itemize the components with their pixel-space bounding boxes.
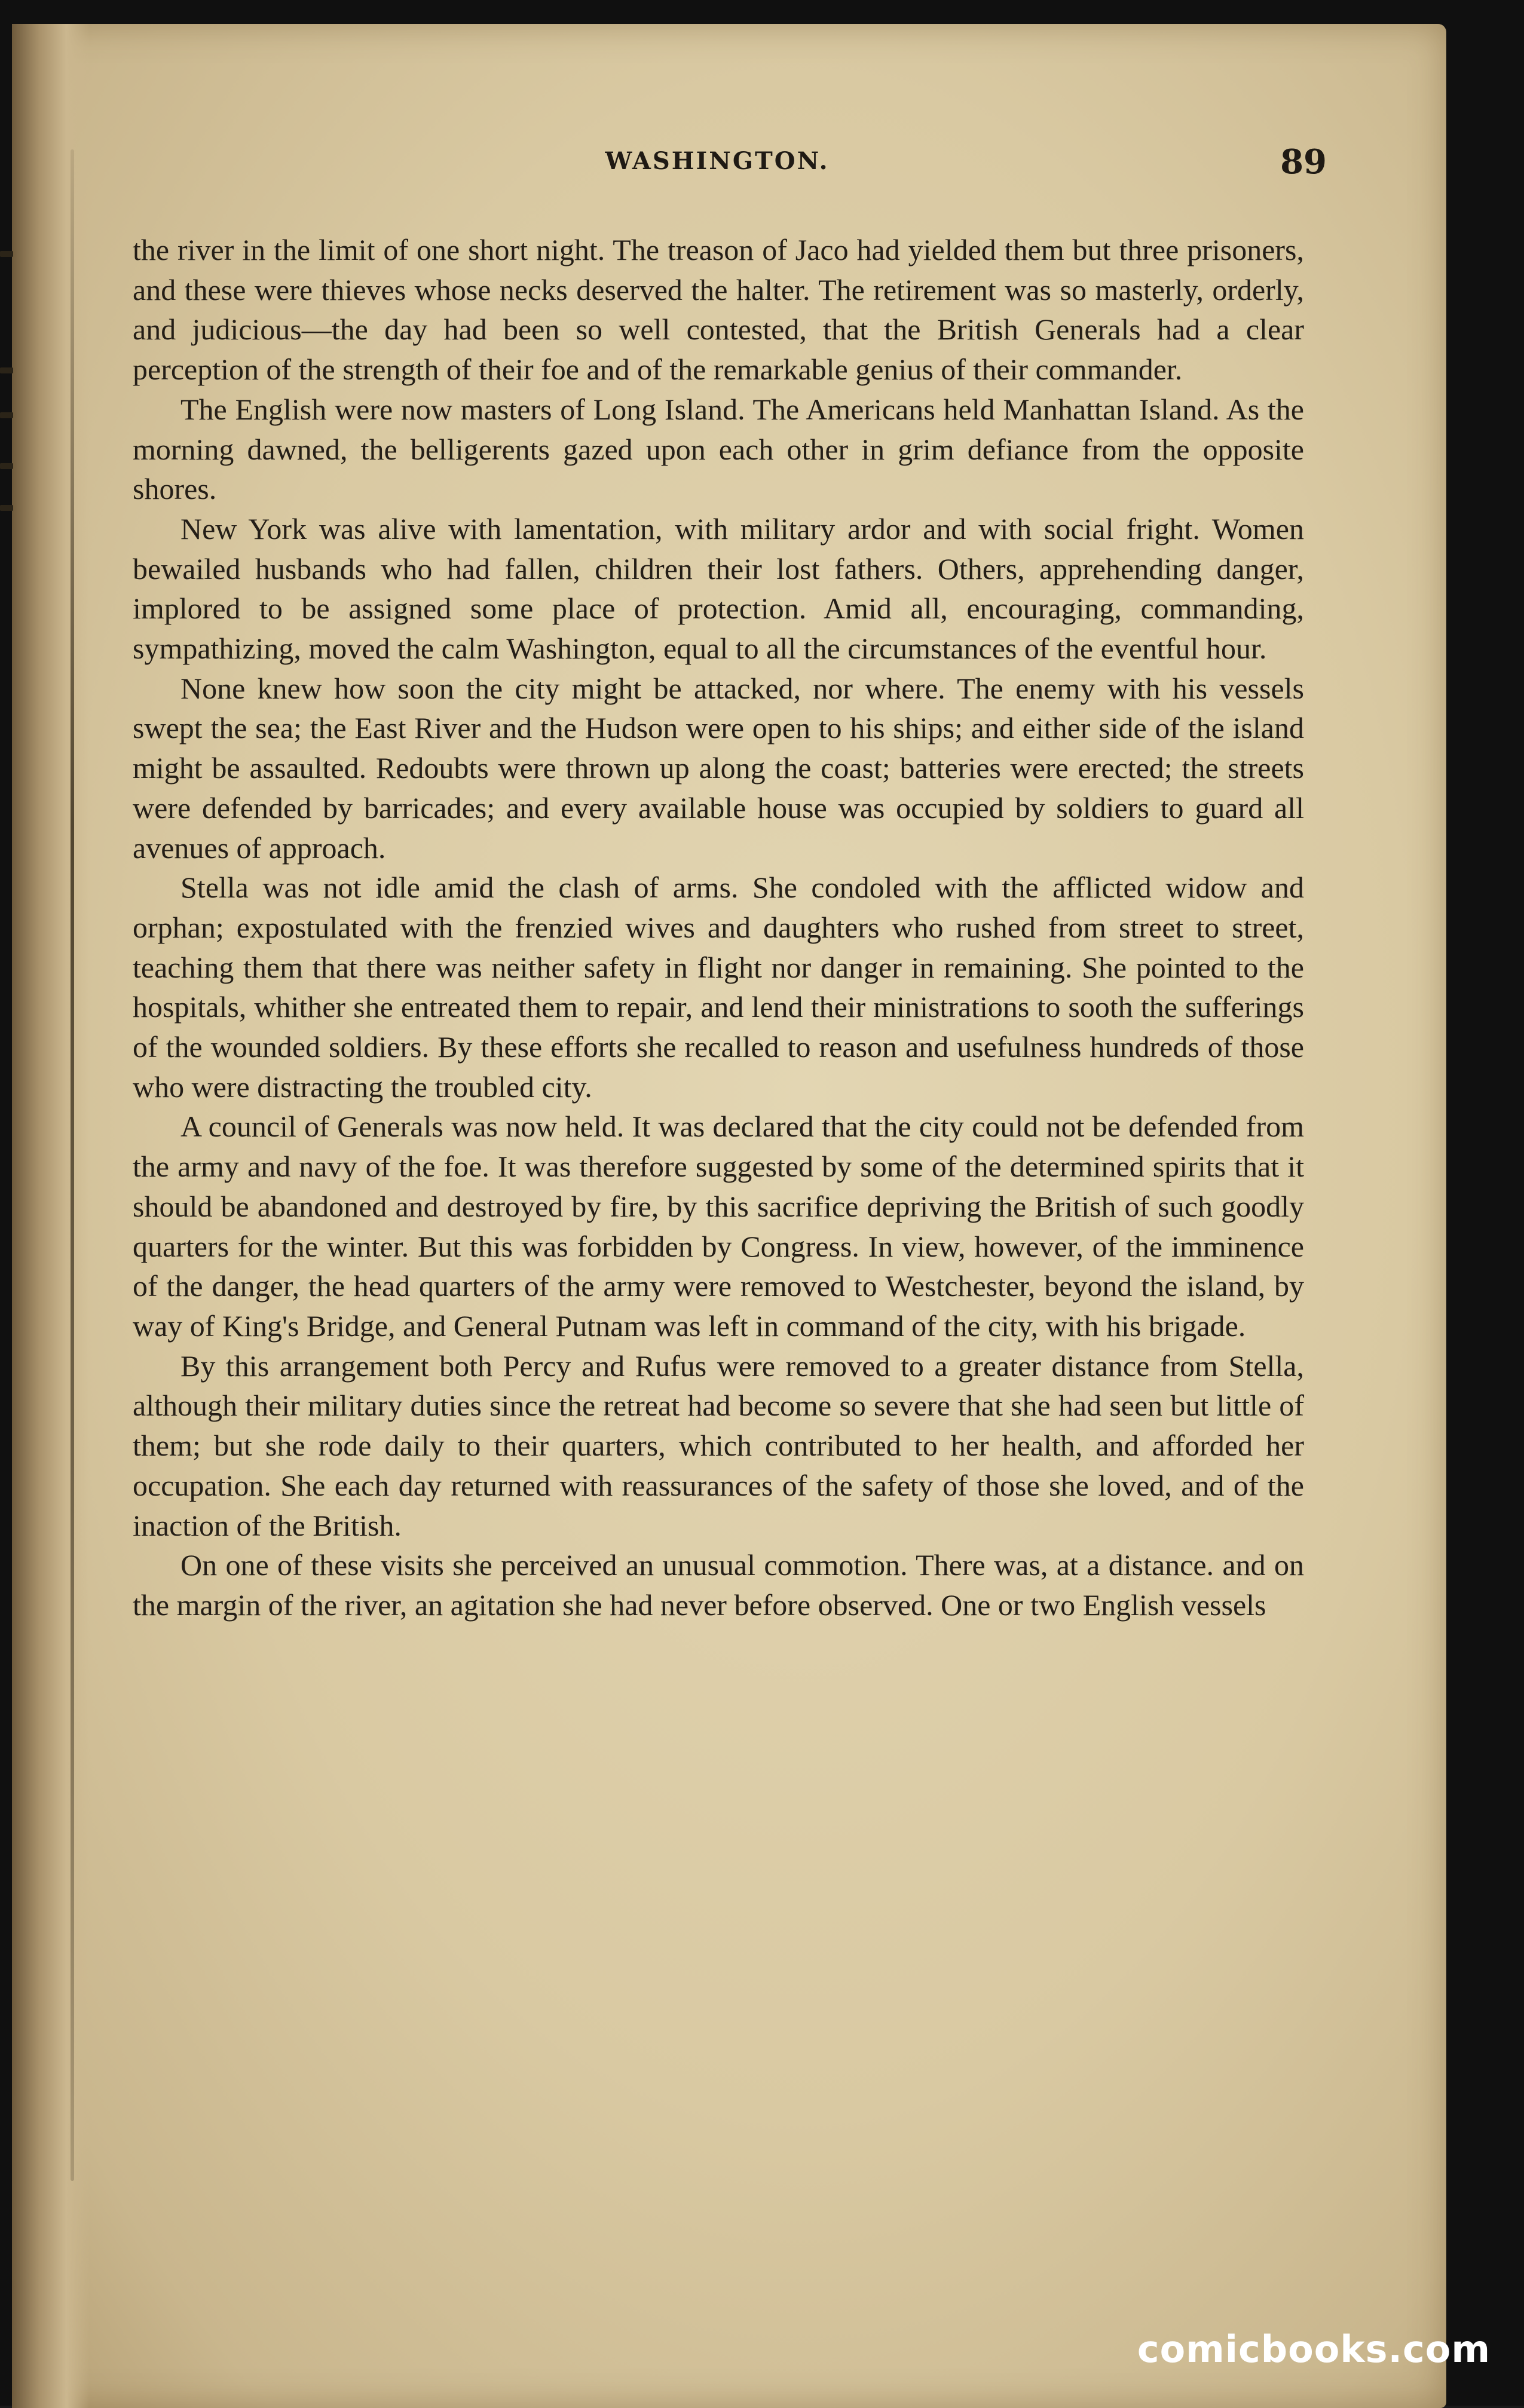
paragraph: New York was alive with lamentation, with military ardor and with social fright. Women bewailed husbands who had fallen, children their lost fathers. Others, apprehending danger, implored to be assigned some place of protection. Amid all, encouraging, commanding, sympathizing, moved the calm Washington, equal to all the circumstances of the eventful hour. xyxy=(133,511,1304,666)
spine-crease xyxy=(71,149,74,2181)
body-text xyxy=(133,230,1304,1625)
paragraph: None knew how soon the city might be attacked, nor where. The enemy with his vessels swept the sea; the East River and the Hudson were open to his ships; and either side of the island might be assaulted. Redoubts were thrown up along the coast; batteries were erected; the streets were defended by barricades; and every available house was occupied by soldiers to guard all avenues of approach. xyxy=(133,671,1304,865)
paragraph: By this arrangement both Percy and Rufus were removed to a greater distance from Stella, although their military duties since the retreat had become so severe that she had seen but little of them; but she rode daily to their quarters, which contributed to her health, and afforded her occupation. She each day returned with reassurances of the safety of those she loved, and of the inaction of the British. xyxy=(133,1349,1304,1542)
paragraph: A council of Generals was now held. It was declared that the city could not be defended from the army and navy of the foe. It was therefore suggested by some of the determined spirits that it should be abandoned and destroyed by fire, by this sacrifice depriving the British of such goodly quarters for the winter. But this was forbidden by Congress. In view, however, of the imminence of the danger, the head quarters of the army were removed to Westchester, beyond the island, by way of King's Bridge, and General Putnam was left in command of the city, with his brigade. xyxy=(133,1110,1304,1343)
running-title: WASHINGTON. xyxy=(605,147,830,175)
paragraph: the river in the limit of one short night. The treason of Jaco had yielded them but three prisoners, and these were thieves whose necks deserved the halter. The retirement was so masterly, orderly, and judicious—the day had been so well contested, that the British Generals had a clear perception of the strength of their foe and of the remarkable genius of their commander. xyxy=(133,233,1304,387)
gutter-mark xyxy=(0,251,13,257)
gutter-mark xyxy=(0,412,13,418)
gutter-mark xyxy=(0,463,13,469)
gutter-mark xyxy=(0,367,13,373)
watermark: comicbooks.com xyxy=(1137,2327,1491,2371)
paragraph: Stella was not idle amid the clash of arms. She condoled with the afflicted widow and orphan; expostulated with the frenzied wives and daughters who rushed from street to street, teaching them that there was neither safety in flight nor danger in remaining. She pointed to the hospitals, whither she entreated them to repair, and lend their ministrations to sooth the sufferings of the wounded soldiers. By these efforts she recalled to reason and usefulness hundreds of those who were distracting the troubled city. xyxy=(133,871,1304,1104)
paragraph: The English were now masters of Long Island. The Americans held Manhattan Island. As the morning dawned, the belligerents gazed upon each other in grim defiance from the opposite shores. xyxy=(133,392,1304,506)
gutter-mark xyxy=(0,505,13,511)
paragraph: On one of these visits she perceived an unusual commotion. There was, at a distance. and on the margin of the river, an agitation she had never before observed. One or two English vessels xyxy=(133,1548,1304,1622)
running-header xyxy=(108,142,1327,184)
page-number: 89 xyxy=(1280,142,1327,182)
book-spine xyxy=(12,24,90,2408)
